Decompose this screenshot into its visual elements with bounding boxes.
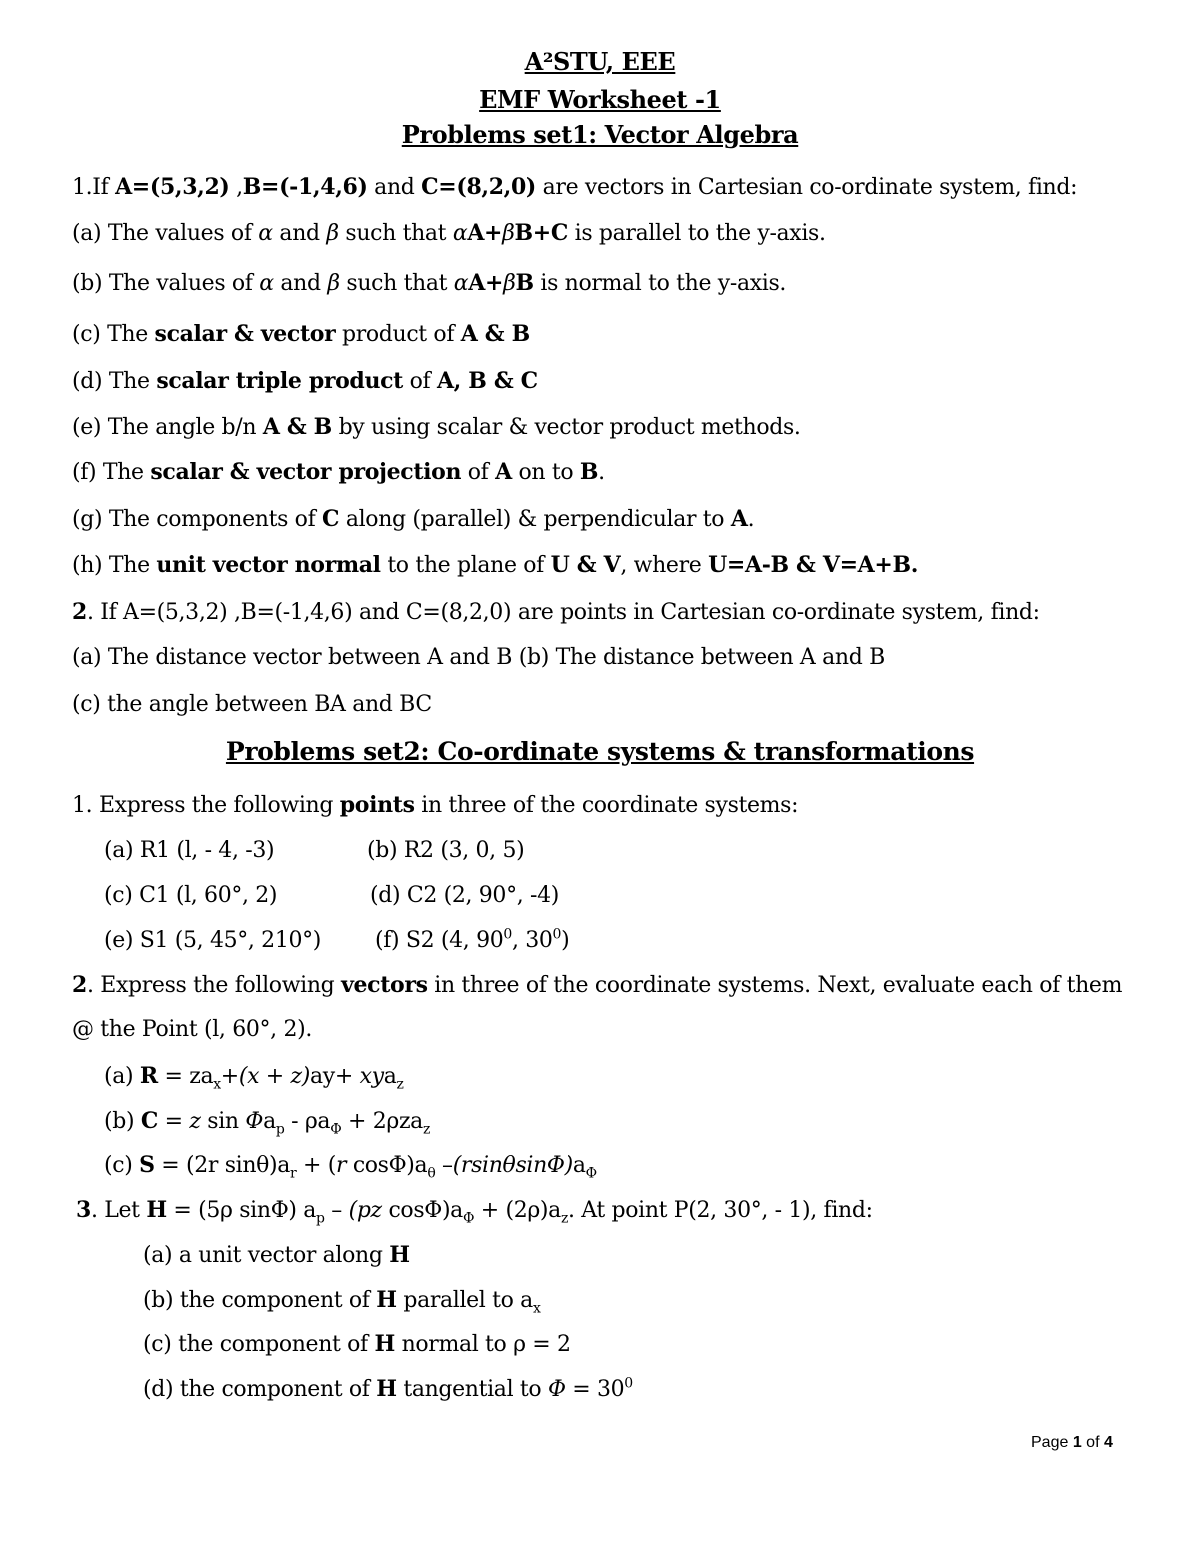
set1-q1-f: (f) The scalar & vector projection of A on to B. — [72, 459, 605, 485]
set2-q2-a: (a) $R = za_x+(x + z)ay+ xya_z$ — [104, 1063, 404, 1093]
set2-q1-d: (d) C2 (2, 90°, -4) — [370, 883, 559, 908]
set1-q1-e: (e) The angle b/n A & B by using scalar & vector product methods. — [72, 414, 801, 440]
set2-q3-a: (a) a unit vector along H — [143, 1242, 410, 1268]
set2-q3-b: (b) the component of H parallel to $a_x$ — [143, 1287, 541, 1317]
set2-q1-b: (b) R2 (3, 0, 5) — [367, 838, 525, 863]
set1-q1-stem: 1.If A=(5,3,2) ,B=(-1,4,6) and C=(8,2,0) are vectors in Cartesian co-ordinate system, find: — [72, 174, 1078, 200]
set2-q1-f: (f) S2 (4, $90^0$, $30^0$) — [375, 926, 570, 953]
set2-q2-b: (b) C = z $\sin \Phi a_p - \rho a_\Phi + 2\rho za_z$ — [104, 1108, 430, 1138]
set2-q3-stem: 3. Let H = (5ρ sinΦ) $a_p - (pz$ $\cos\Phi)a_\Phi + (2\rho)a_z$. At point P(2, 30°, - 1), find: — [76, 1197, 873, 1227]
worksheet-title: EMF Worksheet -1 — [479, 85, 721, 114]
set1-q2-c: (c) the angle between BA and BC — [72, 692, 432, 717]
set2-title: Problems set2: Co-ordinate systems & transformations — [225, 737, 975, 766]
set1-q1-d: (d) The scalar triple product of A, B & C — [72, 368, 538, 394]
set1-q1-g: (g) The components of C along (parallel) & perpendicular to A. — [72, 506, 755, 532]
set1-q1-h: (h) The unit vector normal to the plane of U & V, where U=A-B & V=A+B. — [72, 552, 919, 578]
set2-q2-c: (c) S = (2r $\sin\theta)a_r + (r$ $\cos\Phi)a_\theta$ $-(rsin\theta\sin\Phi)a_\Phi$ — [104, 1152, 597, 1182]
set2-q1-e: (e) S1 (5, 45°, 210°) — [104, 928, 322, 953]
set2-q1-stem: 1. Express the following points in three of the coordinate systems: — [72, 792, 799, 818]
set2-q1-a: (a) R1 (l, - 4, -3) — [104, 838, 275, 863]
institution-header: A²STU, EEE — [524, 47, 676, 76]
set1-q1-b: (b) The values of α and β such that αA+βB is normal to the y-axis. — [72, 270, 787, 296]
set1-q1-c: (c) The scalar & vector product of A & B — [72, 321, 530, 347]
set1-q1-a: (a) The values of α and β such that αA+βB+C is parallel to the y-axis. — [72, 220, 826, 246]
set1-q2-ab: (a) The distance vector between A and B (b) The distance between A and B — [72, 645, 885, 670]
set2-q1-c: (c) C1 (l, 60°, 2) — [104, 883, 278, 908]
set2-q2-stem-line2: @ the Point (l, 60°, 2). — [72, 1017, 312, 1042]
set1-title: Problems set1: Vector Algebra — [401, 120, 799, 149]
set1-q2-stem: 2. If A=(5,3,2) ,B=(-1,4,6) and C=(8,2,0) are points in Cartesian co-ordinate system, find: — [72, 599, 1040, 625]
set2-q2-stem: 2. Express the following vectors in three of the coordinate systems. Next, evaluate each of them — [72, 972, 1123, 998]
set2-q3-d: (d) the component of H tangential to $\Phi = 30^0$ — [143, 1375, 633, 1402]
page-number: Page 1 of 4 — [1031, 1434, 1113, 1451]
set2-q3-c: (c) the component of H normal to ρ = 2 — [143, 1331, 571, 1357]
